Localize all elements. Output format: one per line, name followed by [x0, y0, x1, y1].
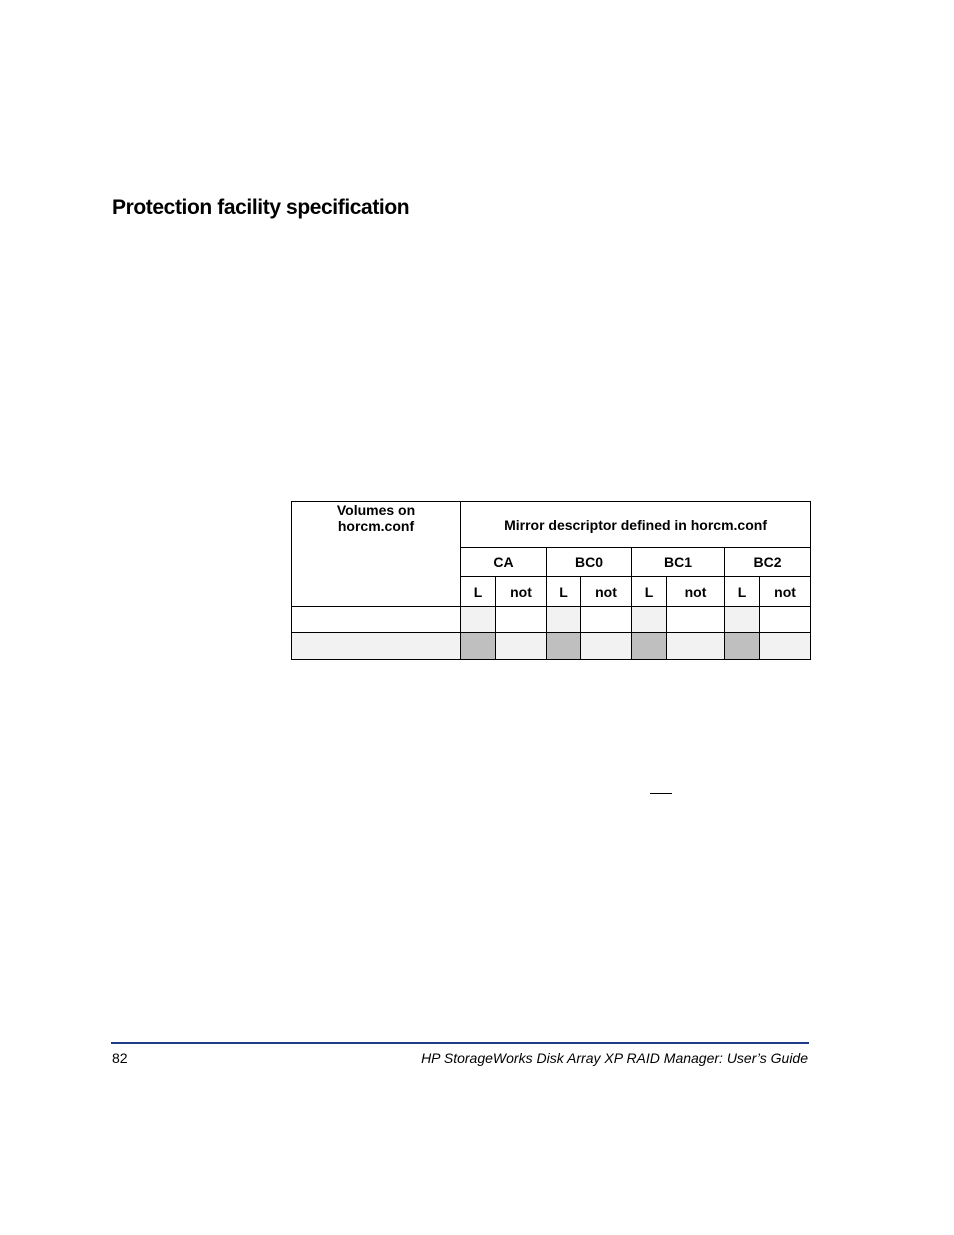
- table-cell-dark: [461, 633, 496, 660]
- sub-header-l: L: [547, 577, 581, 607]
- table-cell: [292, 633, 461, 660]
- table-cell: [581, 607, 632, 633]
- table-cell: [667, 633, 725, 660]
- table-cell-shaded: [547, 607, 581, 633]
- page-number: 82: [112, 1050, 128, 1066]
- table-cell: [760, 607, 811, 633]
- table-cell-shaded: [461, 607, 496, 633]
- group-header-bc2: BC2: [725, 548, 811, 577]
- table-cell-dark: [547, 633, 581, 660]
- volumes-header-line2: horcm.conf: [337, 518, 415, 534]
- section-heading: Protection facility specification: [112, 196, 410, 219]
- group-header-bc0: BC0: [547, 548, 632, 577]
- table-cell: [496, 633, 547, 660]
- sub-header-not: not: [667, 577, 725, 607]
- table-cell-shaded: [725, 607, 760, 633]
- sub-header-l: L: [632, 577, 667, 607]
- footer-rule: [111, 1042, 809, 1044]
- table-row: [292, 607, 811, 633]
- table-cell-shaded: [632, 607, 667, 633]
- mirror-descriptor-header: Mirror descriptor defined in horcm.conf: [461, 502, 811, 548]
- table-row: [292, 633, 811, 660]
- table-cell: [496, 607, 547, 633]
- sub-header-not: not: [760, 577, 811, 607]
- footer-title: HP StorageWorks Disk Array XP RAID Manager: User’s Guide: [421, 1050, 808, 1066]
- protection-spec-table: [291, 501, 811, 660]
- sub-header-not: not: [581, 577, 632, 607]
- group-header-ca: CA: [461, 548, 547, 577]
- sub-header-not: not: [496, 577, 547, 607]
- volumes-header: [292, 502, 461, 607]
- table-cell: [667, 607, 725, 633]
- group-header-bc1: BC1: [632, 548, 725, 577]
- sub-header-l: L: [725, 577, 760, 607]
- table-cell: [581, 633, 632, 660]
- sub-header-l: L: [461, 577, 496, 607]
- volumes-header-line1: Volumes on: [336, 502, 416, 518]
- table-cell-dark: [725, 633, 760, 660]
- table-cell: [760, 633, 811, 660]
- table-cell: [292, 607, 461, 633]
- table-cell-dark: [632, 633, 667, 660]
- underline-mark: [650, 793, 672, 794]
